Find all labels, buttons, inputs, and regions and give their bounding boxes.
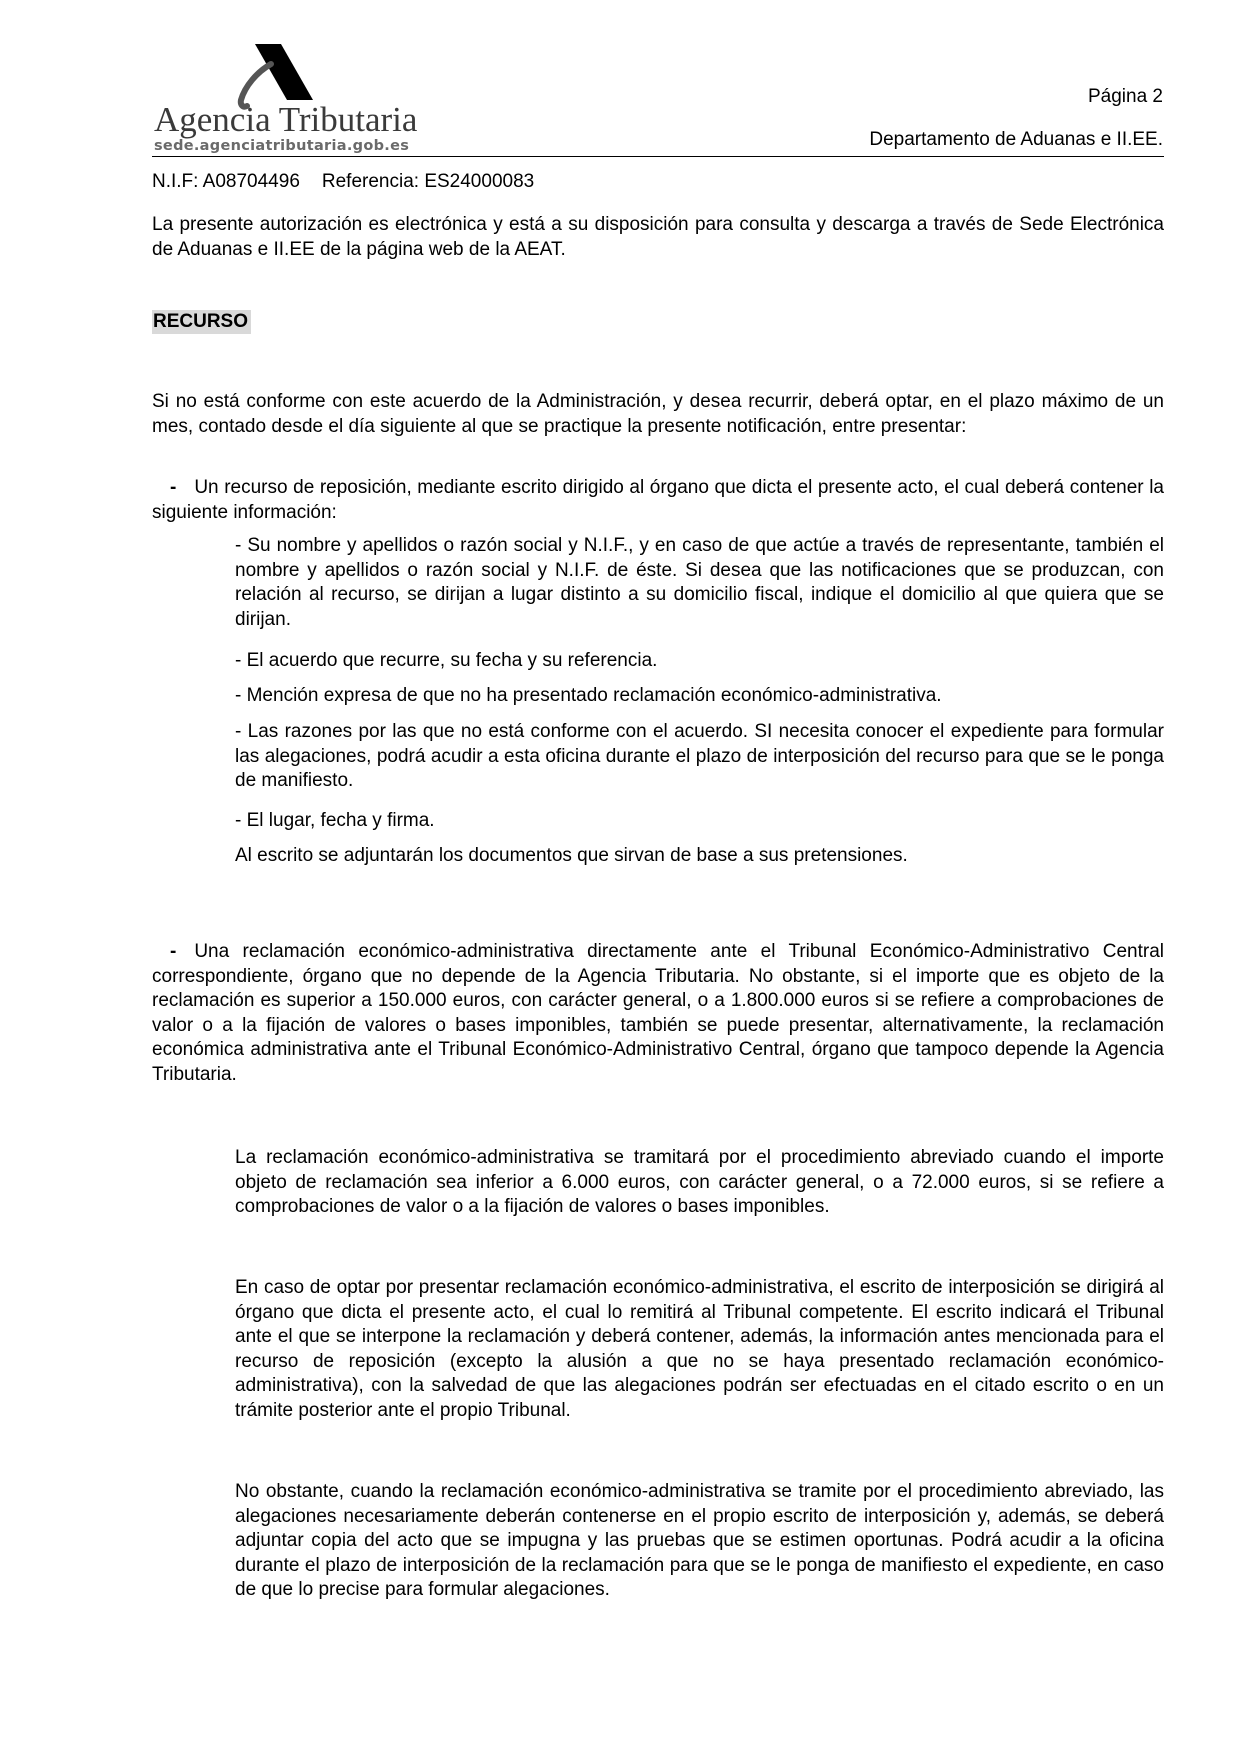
- intro-paragraph: La presente autorización es electrónica y está a su disposición para consulta y descarga a través de Sede Electrónica de Aduanas e II.EE de la página web de la AEAT.: [152, 214, 1164, 260]
- identifier-line: [152, 171, 534, 193]
- reclamacion-paragraph-3: No obstante, cuando la reclamación económico-administrativa se tramite por el procedimiento abreviado, las alegaciones necesariamente deberán contenerse en el propio escrito de interposición y, además, se deberá adjuntar copia del acto que se impugna y las pruebas que se estimen oportunas. Podrá acudir a la oficina durante el plazo de interposición de la reclamación para que se le ponga de manifiesto el expediente, en caso de que lo precise para formular alegaciones.: [235, 1481, 1164, 1600]
- reposicion-item-1: - Su nombre y apellidos o razón social y N.I.F., y en caso de que actúe a través de representante, también el nombre y apellidos o razón social y N.I.F. de éste. Si desea que las notificaciones que se produzcan, con relación al recurso, se dirijan a lugar distinto a su domicilio fiscal, indique el domicilio al que quiera que se dirijan.: [235, 535, 1164, 630]
- reclamacion-paragraph-2: En caso de optar por presentar reclamación económico-administrativa, el escrito de interposición se dirigirá al órgano que dicta el presente acto, el cual lo remitirá al Tribunal competente. El escrito indicará el Tribunal ante el que se interpone la reclamación y deberá contener, además, la información antes mencionada para el recurso de reposición (excepto la alusión a que no se haya presentado reclamación económico-administrativa), con la salvedad de que las alegaciones podrán ser efectuadas en el citado escrito o en un trámite posterior ante el propio Tribunal.: [235, 1277, 1164, 1421]
- reposicion-item-4: - Las razones por las que no está conforme con el acuerdo. SI necesita conocer el expediente para formular las alegaciones, podrá acudir a esta oficina durante el plazo de interposición del recurso para que se le ponga de manifiesto.: [235, 721, 1164, 791]
- option-reposicion: [152, 476, 1164, 525]
- header-divider: [152, 156, 1164, 157]
- recurso-intro-paragraph: Si no está conforme con este acuerdo de la Administración, y desea recurrir, deberá optar, en el plazo máximo de un mes, contado desde el día siguiente al que se practique la presente notificación, entre presentar:: [152, 391, 1164, 437]
- reference-value: Referencia: ES24000083: [321, 171, 535, 192]
- bullet-dash: -: [170, 477, 177, 498]
- option-reposicion-text: Un recurso de reposición, mediante escrito dirigido al órgano que dicta el presente acto, el cual deberá contener la siguiente información:: [152, 477, 1164, 523]
- option-reclamacion: [152, 940, 1164, 1087]
- bullet-dash: -: [170, 941, 177, 962]
- reposicion-item-5: - El lugar, fecha y firma.: [235, 810, 435, 831]
- agencia-tributaria-logo: [152, 38, 418, 158]
- reposicion-item-2: - El acuerdo que recurre, su fecha y su referencia.: [235, 650, 658, 671]
- nif-value: N.I.F: A08704496: [152, 171, 300, 192]
- reposicion-closing: Al escrito se adjuntarán los documentos que sirvan de base a sus pretensiones.: [235, 845, 908, 866]
- section-title: RECURSO: [152, 310, 251, 334]
- logo-url: sede.agenciatributaria.gob.es: [154, 138, 410, 154]
- page-number: Página 2: [1087, 86, 1163, 107]
- reclamacion-paragraph-1: La reclamación económico-administrativa se tramitará por el procedimiento abreviado cuando el importe objeto de reclamación sea inferior a 6.000 euros, con carácter general, o a 72.000 euros, si se refiere a comprobaciones de valor o a la fijación de valores o bases imponibles.: [235, 1147, 1164, 1217]
- logo-name: Agencia Tributaria: [154, 100, 418, 139]
- department-name: Departamento de Aduanas e II.EE.: [869, 129, 1163, 150]
- option-reclamacion-text: Una reclamación económico-administrativa directamente ante el Tribunal Económico-Administrativo Central correspondiente, órgano que no depende de la Agencia Tributaria. No obstante, si el importe que es objeto de la reclamación es superior a 150.000 euros, con carácter general, o a 1.800.000 euros si se refiere a comprobaciones de valor o a la fijación de valores o bases imponibles, también se puede presentar, alternativamente, la reclamación económica administrativa ante el Tribunal Económico-Administrativo Central, órgano que tampoco depende la Agencia Tributaria.: [152, 941, 1164, 1085]
- reposicion-item-3: - Mención expresa de que no ha presentado reclamación económico-administrativa.: [235, 685, 942, 706]
